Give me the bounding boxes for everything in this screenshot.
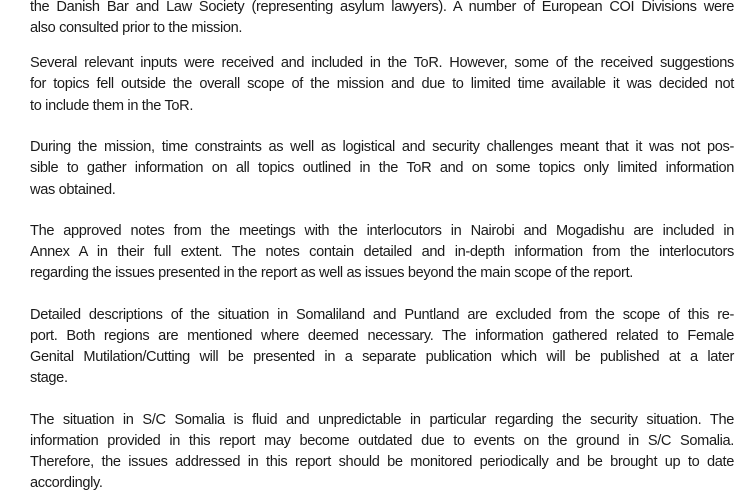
text-line: Detailed descriptions of the situation in Somaliland and Puntland are excluded from the scope of this re- — [30, 307, 734, 323]
text-line: regarding the issues presented in the report as well as issues beyond the main scope of the report. — [30, 265, 633, 281]
text-line: port. Both regions are mentioned where deemed necessary. The information gathered related to Female — [30, 328, 734, 344]
text-line: The approved notes from the meetings with the interlocutors in Nairobi and Mogadishu are included in — [30, 223, 734, 239]
text-line: also consulted prior to the mission. — [30, 20, 243, 36]
text-line: to include them in the ToR. — [30, 98, 194, 114]
text-line: During the mission, time constraints as well as logistical and security challenges meant that it was not pos- — [30, 139, 734, 155]
text-line: Annex A in their full extent. The notes contain detailed and in-depth information from the interlocutors — [30, 244, 734, 260]
text-line: accordingly. — [30, 475, 103, 491]
text-line: for topics fell outside the overall scope of the mission and due to limited time available it was decided not — [30, 76, 734, 92]
text-line: the Danish Bar and Law Society (representing asylum lawyers). A number of European COI Divisions were — [30, 0, 734, 15]
text-line: Therefore, the issues addressed in this report should be monitored periodically and be brought up to date — [30, 454, 734, 470]
text-line: The situation in S/C Somalia is fluid and unpredictable in particular regarding the security situation. The — [30, 412, 734, 428]
text-line: Genital Mutilation/Cutting will be presented in a separate publication which will be published at a later — [30, 349, 734, 365]
text-line: Several relevant inputs were received and included in the ToR. However, some of the received suggestions — [30, 55, 734, 71]
text-line: was obtained. — [30, 182, 116, 198]
text-line: information provided in this report may become outdated due to events on the ground in S/C Somalia. — [30, 433, 734, 449]
text-line: stage. — [30, 370, 68, 386]
text-line: sible to gather information on all topics outlined in the ToR and on some topics only limited information — [30, 160, 734, 176]
